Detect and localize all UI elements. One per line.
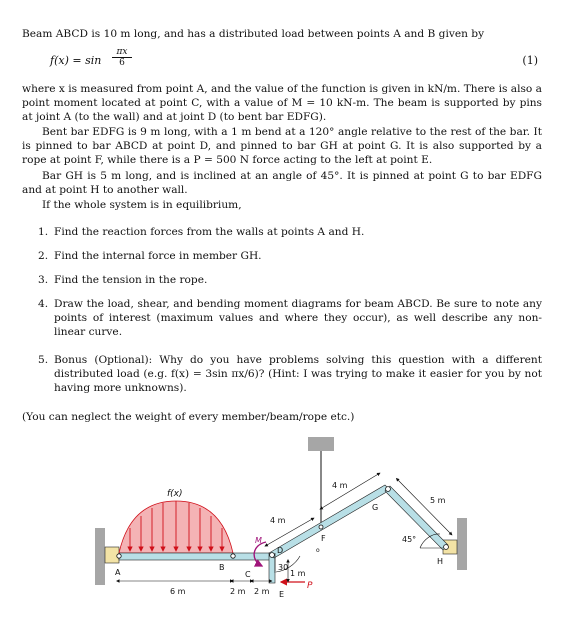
label-f: F [321,534,326,543]
label-d: D [277,546,284,555]
load-label: f(x) [167,489,183,499]
force-p-label: P [307,581,313,591]
dim-fg: 4 m [332,481,348,490]
question-number: 2. [38,250,49,262]
question-number: 3. [38,274,49,286]
dim-df: 4 m [270,516,286,525]
equation-lhs: f(x) = sin [50,54,102,67]
question-text: Draw the load, shear, and bending moment diagrams for beam ABCD. Be sure to note any points of interest (maximum values and where they occur), as well describe any non-linear curve. [54,298,542,339]
pin-a [117,554,121,558]
wall-right [457,518,467,570]
pin-d [270,553,275,558]
question-number: 1. [38,226,49,238]
question-number: 4. [38,298,49,310]
equation-numerator: πx [112,47,132,58]
angle-45-label: 45° [402,535,417,544]
pin-f [319,525,323,529]
label-c: C [245,570,251,579]
pin-g [386,487,391,492]
footnote: (You can neglect the weight of every member/beam/rope etc.) [22,411,355,423]
dim-ab: 6 m [170,587,186,596]
question-text: Find the tension in the rope. [54,274,208,286]
label-g: G [372,503,379,512]
equation-tag: (1) [522,54,538,67]
angle-degree-sign: o [316,547,320,554]
bar-dfg [269,485,390,558]
paragraph-beam: where x is measured from point A, and the value of the function is given in kN/m. There is also a point moment located at point C, with a value of M = 10 kN-m. The beam is supported by pins at joint A (to the wall) and at joint D (to bent bar EDFG). [22,83,542,124]
paragraph-equilibrium: If the whole system is in equilibrium, [42,199,242,211]
dim-bc: 2 m [230,587,246,596]
question-text: Find the internal force in member GH. [54,250,262,262]
angle-30-label: 30 [278,563,289,572]
equation-denominator: 6 [119,58,125,68]
ceiling-block [308,437,334,451]
label-a: A [115,568,121,577]
label-b: B [219,563,225,572]
moment-label: M [255,536,262,545]
dim-bend: 1 m [290,569,306,578]
question-text: Find the reaction forces from the walls at points A and H. [54,226,365,238]
beam-abcd [119,553,272,560]
dim-gh: 5 m [430,496,446,505]
label-h: H [437,557,444,566]
label-e: E [279,590,285,599]
question-number: 5. [38,354,49,366]
paragraph-bent-bar: Bent bar EDFG is 9 m long, with a 1 m bend at a 120° angle relative to the rest of the bar. It is pinned to bar ABCD at point D, and pinned to bar GH at point G. It is also supported by a rope at point F, while there is a P = 500 N force acting to the left at point E. [22,126,542,167]
wall-left [95,528,105,585]
intro-paragraph: Beam ABCD is 10 m long, and has a distributed load between points A and B given by [22,28,485,40]
pin-b [231,554,235,558]
dim-cd: 2 m [254,587,270,596]
pin-h [444,545,449,550]
paragraph-bar-gh: Bar GH is 5 m long, and is inclined at an angle of 45°. It is pinned at point G to bar EDFG and at point H to another wall. [22,170,542,197]
question-text: Bonus (Optional): Why do you have problems solving this question with a different distributed load (e.g. f(x) = 3sin πx/6)? (Hint: I was trying to make it easier for you by not having more unknowns). [54,354,542,395]
